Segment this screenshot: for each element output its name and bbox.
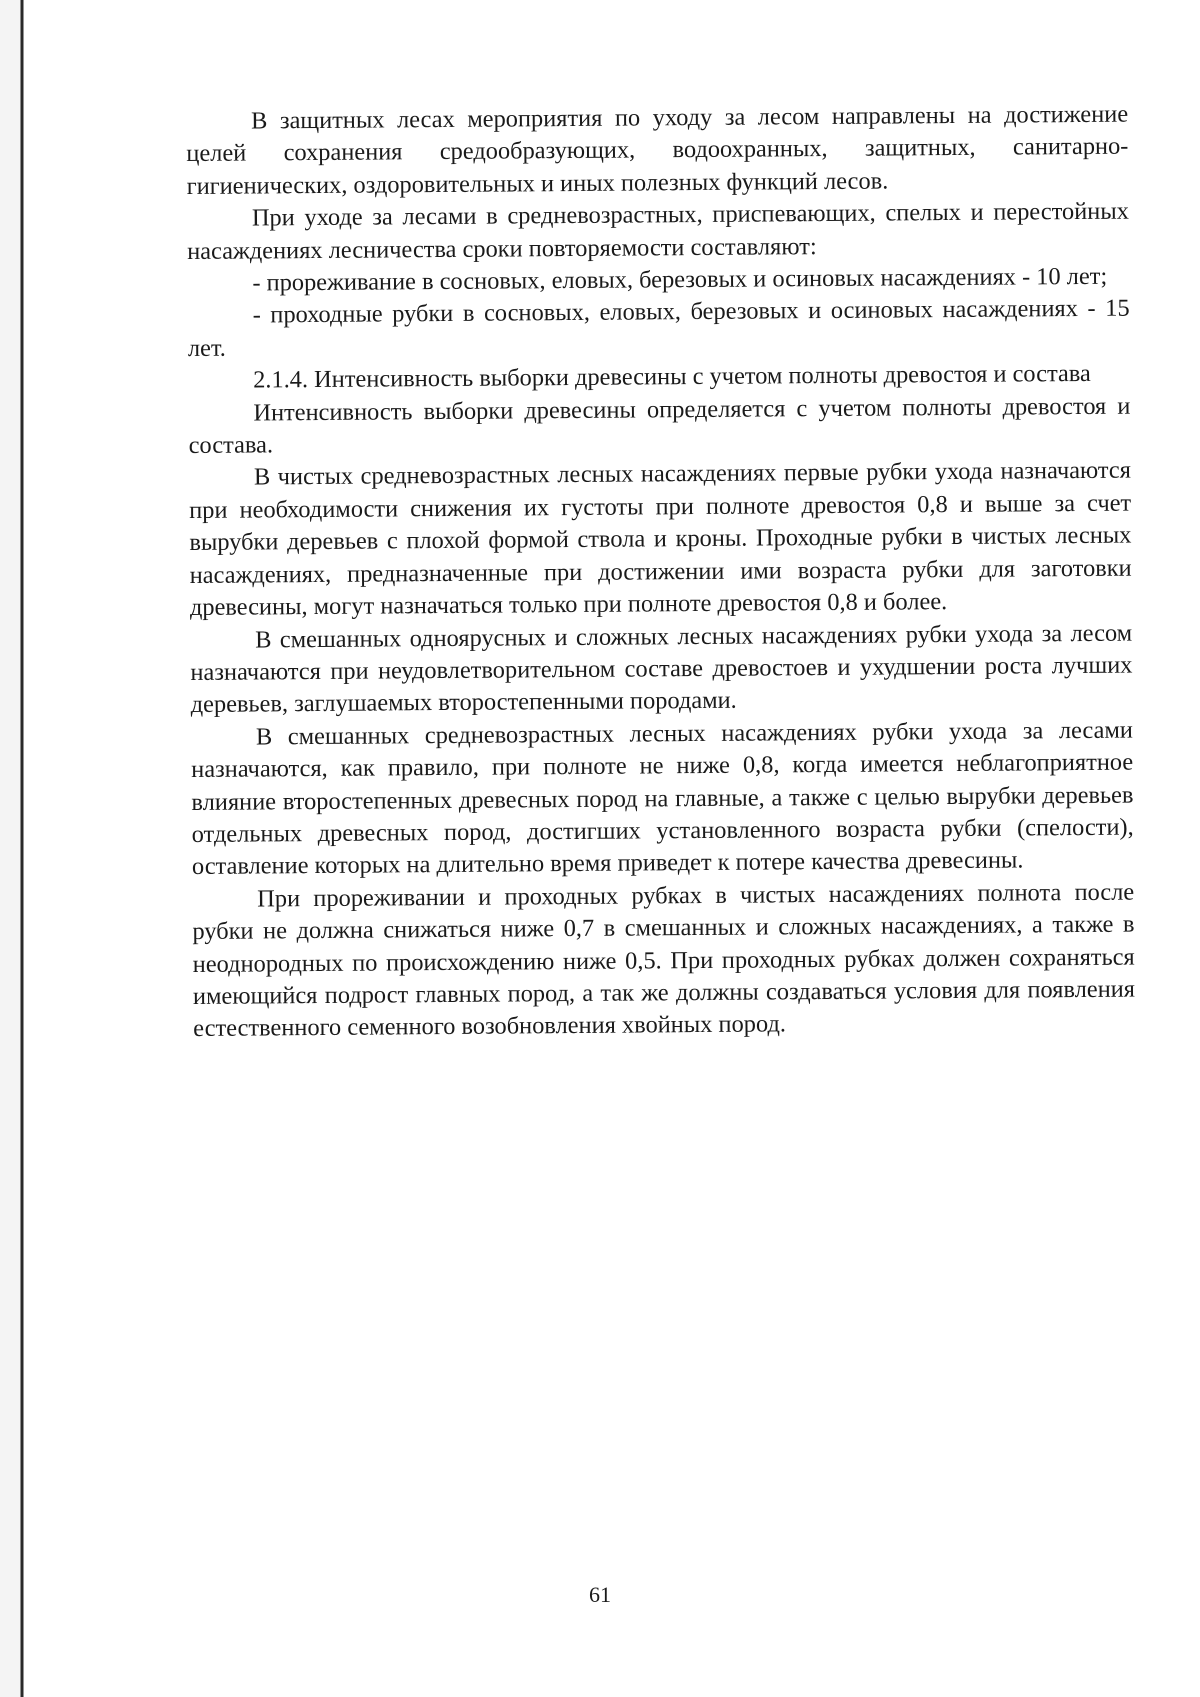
document-body [186,99,1135,1046]
list-item-passage-cuttings: - проходные рубки в сосновых, еловых, березовых и осиновых насаждениях - 15 лет. [187,295,1130,362]
list-item-thinning: - прореживание в сосновых, еловых, березовых и осиновых насаждениях - 10 лет; [252,262,1108,297]
paragraph-repeat-intervals: При уходе за лесами в средневозрастных, приспевающих, спелых и перестойных насаждениях лесничества сроки повторяемости составляют: [187,197,1129,265]
scan-edge-border [0,0,26,1697]
section-heading-2-1-4: 2.1.4. Интенсивность выборки древесины с учетом полноты древостоя и состава [253,360,1091,394]
paragraph-thinning-density: При прореживании и проходных рубках в чистых насаждениях полнота после рубки не должна снижаться ниже 0,7 в смешанных и сложных насаждениях, а также в неоднородных по происхождению ниже 0,5. При проходных рубках должен сохраняться имеющийся подрост главных пород, а так же должны создаваться условия для появления естественного семенного возобновления хвойных пород. [192,878,1136,1043]
paragraph-pure-stands: В чистых средневозрастных лесных насаждениях первые рубки ухода назначаются при необходимости снижения их густоты при полноте древостоя 0,8 и выше за счет вырубки деревьев с плохой формой ствола и кроны. Проходные рубки в чистых лесных насаждениях, предназначенные при достижении ими возраста рубки для заготовки древесины, могут назначаться только при полноте древостоя 0,8 и более. [189,457,1132,622]
paragraph-mixed-single-tier: В смешанных одноярусных и сложных лесных насаждениях рубки ухода за лесом назначаются при неудовлетворительном составе древостоев и ухудшении роста лучших деревьев, заглушаемых второстепенными породами. [190,619,1133,719]
paragraph-intensity: Интенсивность выборки древесины определяется с учетом полноты древостоя и состава. [188,392,1131,460]
paragraph-mixed-middle-aged: В смешанных средневозрастных лесных насаждениях рубки ухода за лесами назначаются, как правило, при полноте не ниже 0,8, когда имеется неблагоприятное влияние второстепенных древесных пород на главные, а также с целью вырубки деревьев отдельных древесных пород, достигших установленного возраста рубки (спелости), оставление которых на длительно время приведет к потере качества древесины. [191,716,1134,881]
page-number: 61 [589,1582,611,1607]
paragraph-protective-forests: В защитных лесах мероприятия по уходу за лесом направлены на достижение целей сохранения средообразующих, водоохранных, защитных, санитарно-гигиенических, оздоровительных и иных полезных функций лесов. [186,100,1129,200]
